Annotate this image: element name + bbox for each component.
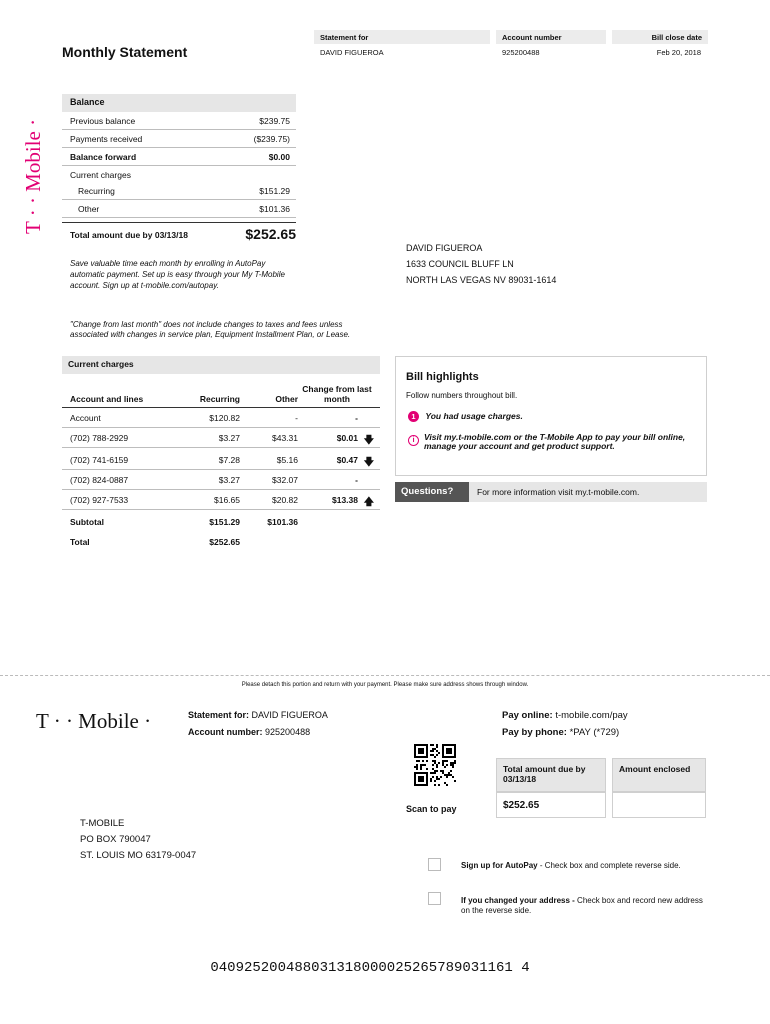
row-account: (702) 824-0887 (70, 475, 129, 485)
charges-table-row (62, 408, 380, 428)
payments-row (62, 130, 296, 148)
pay-online (502, 710, 628, 721)
scan-to-pay-label: Scan to pay (406, 804, 457, 814)
row-other: $5.16 (276, 455, 298, 465)
balance-forward-row (62, 148, 296, 166)
subtotal-label: Subtotal (70, 517, 104, 527)
row-account: Account (70, 413, 101, 423)
highlight-text-1: You had usage charges. (425, 411, 523, 421)
charges-table-row (62, 470, 380, 490)
total-due-box (496, 792, 606, 818)
autopay-signup-bold: Sign up for AutoPay (461, 861, 538, 870)
highlight-item-2 (408, 433, 700, 451)
subtotal-row (62, 512, 380, 532)
highlights-heading: Bill highlights (406, 371, 479, 383)
amount-enclosed-header: Amount enclosed (612, 758, 706, 792)
row-account: (702) 927-7533 (70, 495, 129, 505)
statement-for-header: Statement for (314, 30, 490, 44)
tmobile-logo-vertical-text: T · · Mobile · (21, 118, 45, 234)
bill-close-value: Feb 20, 2018 (656, 48, 701, 57)
autopay-signup-text (461, 861, 681, 870)
row-change: $0.47 (336, 455, 358, 465)
detach-line (0, 675, 770, 676)
balance-total-rule (62, 222, 296, 223)
address-line1: 1633 COUNCIL BLUFF LN (406, 259, 514, 269)
tmobile-logo-vertical (18, 112, 48, 237)
questions-bar (395, 482, 707, 502)
account-number-value: 925200488 (502, 48, 540, 57)
page-title: Monthly Statement (62, 44, 188, 60)
previous-balance-label: Previous balance (70, 116, 136, 126)
balance-heading: Balance (62, 94, 296, 112)
charges-table-row (62, 450, 380, 470)
pay-online-label: Pay online: (502, 710, 553, 721)
col-change: Change from last month (302, 384, 372, 404)
balance-forward-label: Balance forward (70, 152, 137, 162)
charges-heading: Current charges (62, 356, 380, 374)
stub-total-due-value: $252.65 (503, 800, 540, 811)
total-due-label: Total amount due by 03/13/18 (70, 230, 188, 240)
row-recurring: $3.27 (218, 475, 240, 485)
mailing-address (406, 240, 556, 288)
row-other: $43.31 (272, 433, 298, 443)
amount-enclosed-input[interactable] (612, 792, 706, 818)
col-account: Account and lines (70, 394, 144, 404)
remit-line3: ST. LOUIS MO 63179-0047 (80, 850, 197, 861)
address-change-text (461, 896, 706, 916)
row-recurring: $3.27 (218, 433, 240, 443)
recurring-value: $151.29 (259, 186, 290, 196)
row-change: $0.01 (336, 433, 358, 443)
questions-text: For more information visit my.t-mobile.com. (477, 487, 640, 497)
stub-account-number-value: 925200488 (265, 727, 311, 737)
total-due-box-header: Total amount due by 03/13/18 (496, 758, 606, 792)
address-change-rest: Check box and record new address on the reverse side. (461, 896, 703, 915)
charges-table-header (62, 380, 380, 408)
highlights-subheading: Follow numbers throughout bill. (406, 391, 518, 400)
col-recurring: Recurring (199, 394, 240, 404)
autopay-note: Save valuable time each month by enrolling in AutoPay automatic payment. Set up is easy through your My T-Mobile account. Sign up at t-mobile.com/autopay. (70, 259, 285, 290)
highlight-item-1 (408, 411, 698, 422)
address-line2: NORTH LAS VEGAS NV 89031-1614 (406, 275, 557, 285)
pay-phone-label: Pay by phone: (502, 727, 567, 738)
remit-line1: T-MOBILE (80, 818, 125, 829)
arrow-down-icon: 🡇 (363, 457, 374, 468)
stub-statement-for-label: Statement for: (188, 710, 250, 720)
pay-phone-value: *PAY (*729) (569, 727, 620, 738)
payments-label: Payments received (70, 134, 143, 144)
highlight-number-1: 1 (408, 411, 419, 422)
address-name: DAVID FIGUEROA (406, 243, 483, 253)
questions-label: Questions? (395, 482, 469, 502)
bill-highlights-box (395, 356, 707, 476)
row-change: - (355, 413, 358, 423)
current-charges-label: Current charges (70, 170, 131, 180)
row-other: - (295, 413, 298, 423)
remit-address (80, 816, 196, 864)
stub-statement-for-value: DAVID FIGUEROA (251, 710, 328, 720)
previous-balance-row (62, 112, 296, 130)
previous-balance-value: $239.75 (259, 116, 290, 126)
remit-line2: PO BOX 790047 (80, 834, 151, 845)
autopay-signup-rest: - Check box and complete reverse side. (537, 861, 681, 870)
total-row (62, 532, 380, 552)
balance-forward-value: $0.00 (268, 152, 290, 162)
payments-value: ($239.75) (253, 134, 290, 144)
info-icon: i (408, 435, 419, 446)
row-other: $32.07 (272, 475, 298, 485)
detach-note: Please detach this portion and return with your payment. Please make sure address shows through window. (241, 682, 529, 688)
recurring-label: Recurring (78, 186, 115, 196)
payment-scanline: 040925200488031318000025265789031161 4 (210, 960, 530, 976)
account-number-header: Account number (496, 30, 606, 44)
subtotal-other: $101.36 (267, 517, 298, 527)
total-value: $252.65 (209, 537, 240, 547)
col-other: Other (275, 394, 298, 404)
change-note: "Change from last month" does not include changes to taxes and fees unless associated with changes in service plan, Equipment Installment Plan, or Lease. (70, 320, 351, 339)
charges-table-row (62, 428, 380, 448)
autopay-checkbox[interactable] (428, 858, 441, 871)
pay-phone (502, 727, 619, 738)
row-recurring: $16.65 (214, 495, 240, 505)
qr-code-icon[interactable] (414, 744, 456, 786)
stub-statement-for (188, 710, 328, 720)
address-change-bold: If you changed your address - (461, 896, 575, 905)
other-row (62, 200, 296, 218)
stub-account-number (188, 727, 310, 737)
bill-close-header: Bill close date (612, 30, 708, 44)
tmobile-logo-text: T · · Mobile · (36, 709, 152, 733)
arrow-down-icon: 🡇 (363, 435, 374, 446)
row-change: $13.38 (332, 495, 358, 505)
arrow-up-icon: 🡅 (363, 497, 374, 508)
other-label: Other (78, 204, 100, 214)
charges-table-row (62, 490, 380, 510)
total-label: Total (70, 537, 90, 547)
row-recurring: $120.82 (209, 413, 240, 423)
total-due-value: $252.65 (245, 226, 296, 242)
address-change-checkbox[interactable] (428, 892, 441, 905)
highlight-text-2: Visit my.t-mobile.com or the T-Mobile App to pay your bill online, manage your account and get product support. (424, 432, 686, 451)
row-change: - (355, 475, 358, 485)
row-other: $20.82 (272, 495, 298, 505)
row-account: (702) 788-2929 (70, 433, 129, 443)
statement-for-value: DAVID FIGUEROA (320, 48, 384, 57)
row-account: (702) 741-6159 (70, 455, 129, 465)
row-recurring: $7.28 (218, 455, 240, 465)
stub-account-number-label: Account number: (188, 727, 263, 737)
subtotal-recurring: $151.29 (209, 517, 240, 527)
recurring-row (62, 182, 296, 200)
other-value: $101.36 (259, 204, 290, 214)
tmobile-logo (36, 706, 161, 736)
pay-online-value[interactable]: t-mobile.com/pay (555, 710, 628, 721)
